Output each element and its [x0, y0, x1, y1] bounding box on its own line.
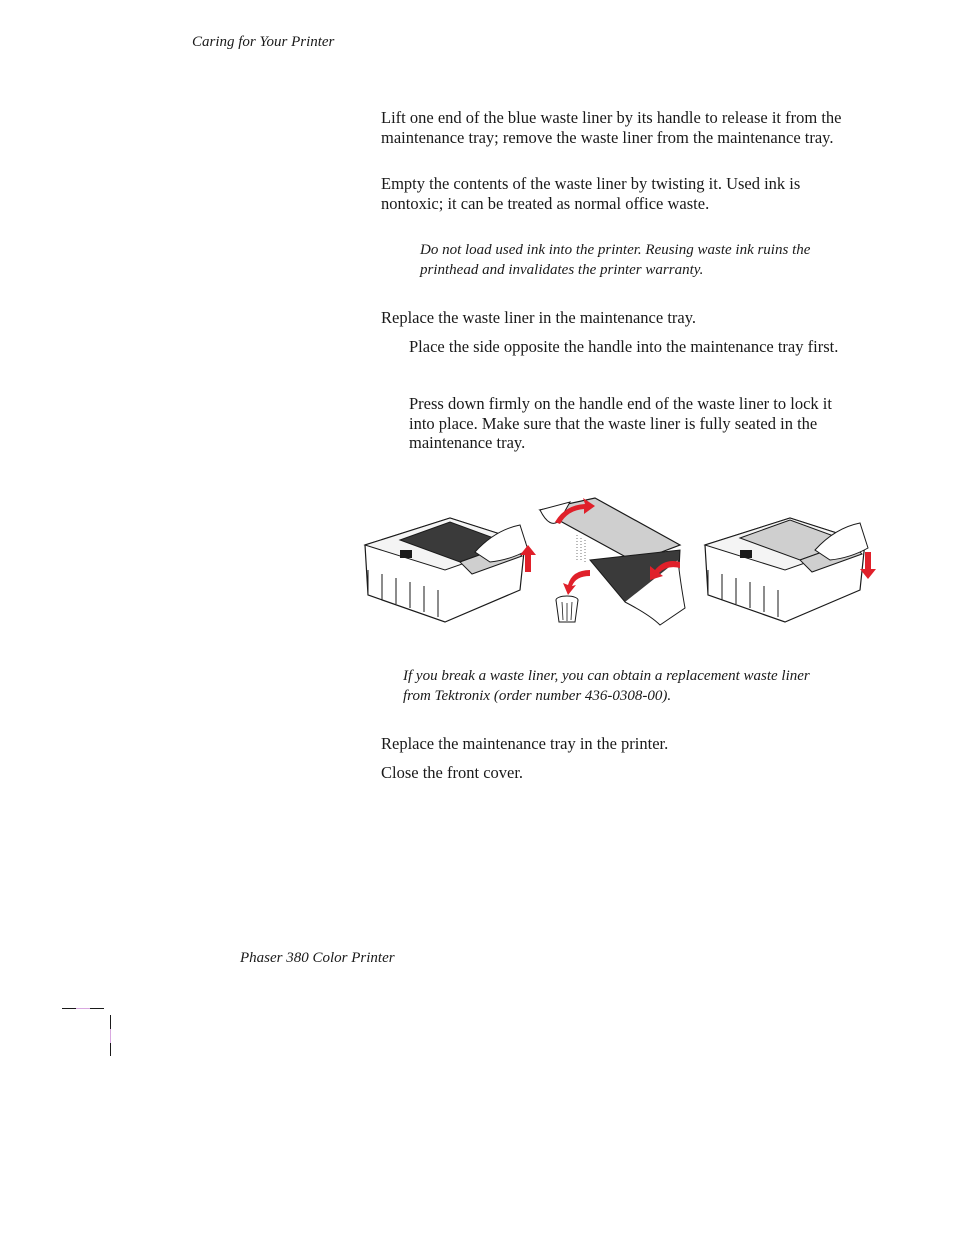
running-footer: Phaser 380 Color Printer	[240, 950, 395, 966]
tray-panel-press	[705, 518, 876, 622]
waste-liner-illustration	[360, 490, 890, 635]
crop-mark-middle	[76, 1008, 90, 1009]
step-lift-liner: Lift one end of the blue waste liner by its handle to release it from the maintenance tray; remove the waste liner from the maintenance tray.	[381, 108, 842, 147]
caution-note: Do not load used ink into the printer. Reusing waste ink ruins the printhead and invalidates the printer warranty.	[420, 242, 811, 278]
tray-panel-lift	[365, 518, 536, 622]
crop-mark-left	[62, 1008, 76, 1009]
crop-mark-vertical-middle	[110, 1029, 111, 1043]
replacement-note: If you break a waste liner, you can obtain a replacement waste liner from Tektronix (order number 436-0308-00).	[403, 668, 810, 704]
liner-empty-panel	[540, 498, 685, 625]
crop-mark-vertical-bottom	[110, 1043, 111, 1056]
pour-arrow-icon	[563, 570, 590, 595]
step-replace-liner: Replace the waste liner in the maintenance tray.	[381, 308, 697, 327]
substep-press-handle: Press down firmly on the handle end of the waste liner to lock it into place. Make sure that the waste liner is fully seated in the maintenance tray.	[409, 394, 832, 453]
crop-mark-right	[90, 1008, 104, 1009]
step-close-cover: Close the front cover.	[381, 763, 524, 782]
substep-place-side: Place the side opposite the handle into the maintenance tray first.	[409, 337, 839, 356]
step-empty-liner: Empty the contents of the waste liner by twisting it. Used ink is nontoxic; it can be treated as normal office waste.	[381, 174, 801, 213]
running-header: Caring for Your Printer	[192, 34, 335, 50]
waste-bin-icon	[556, 596, 578, 622]
step-replace-tray: Replace the maintenance tray in the printer.	[381, 734, 669, 753]
crop-mark-vertical-top	[110, 1015, 111, 1029]
